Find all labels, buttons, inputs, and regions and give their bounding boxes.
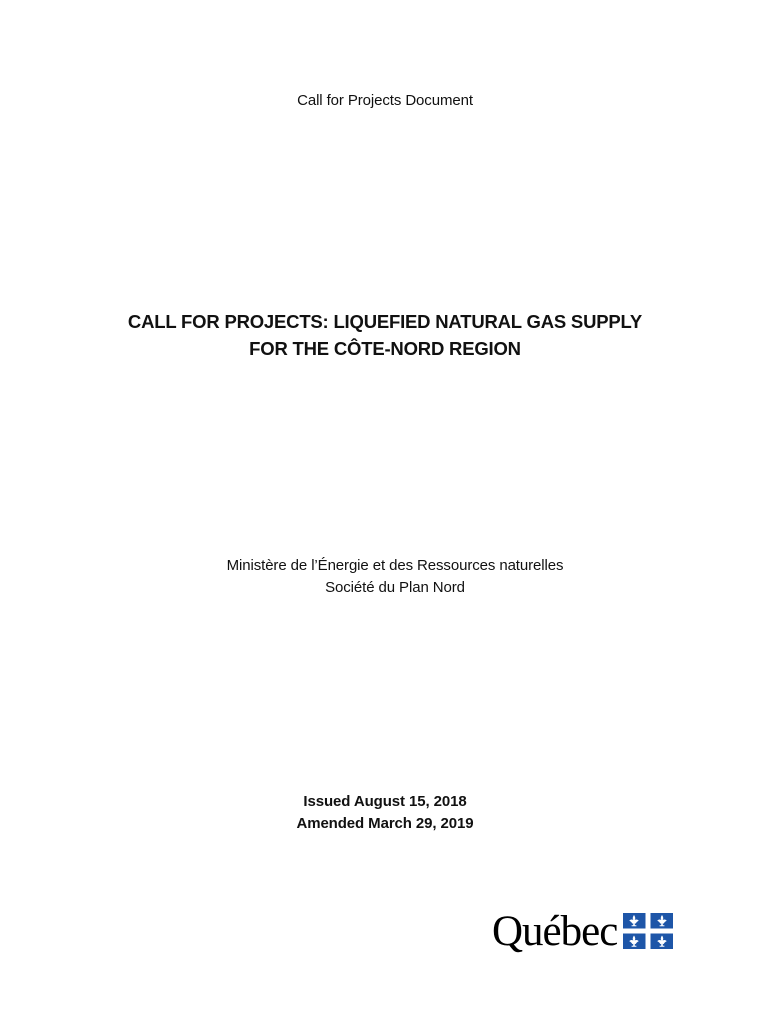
society-name: Société du Plan Nord [325, 579, 465, 596]
document-title-line-2: FOR THE CÔTE-NORD REGION [249, 338, 521, 359]
document-title [0, 308, 770, 362]
quebec-logo [492, 906, 673, 956]
amended-date: Amended March 29, 2019 [296, 815, 474, 832]
document-dates [0, 791, 770, 835]
ministry-name: Ministère de l’Énergie et des Ressources naturelles [226, 557, 564, 574]
issued-date: Issued August 15, 2018 [303, 793, 467, 810]
quebec-wordmark: Québec [492, 907, 618, 955]
document-type-label: Call for Projects Document [297, 92, 473, 109]
quebec-flag-icon [623, 913, 673, 949]
issuing-organizations [0, 555, 770, 599]
document-title-line-1: CALL FOR PROJECTS: LIQUEFIED NATURAL GAS SUPPLY [127, 311, 643, 332]
